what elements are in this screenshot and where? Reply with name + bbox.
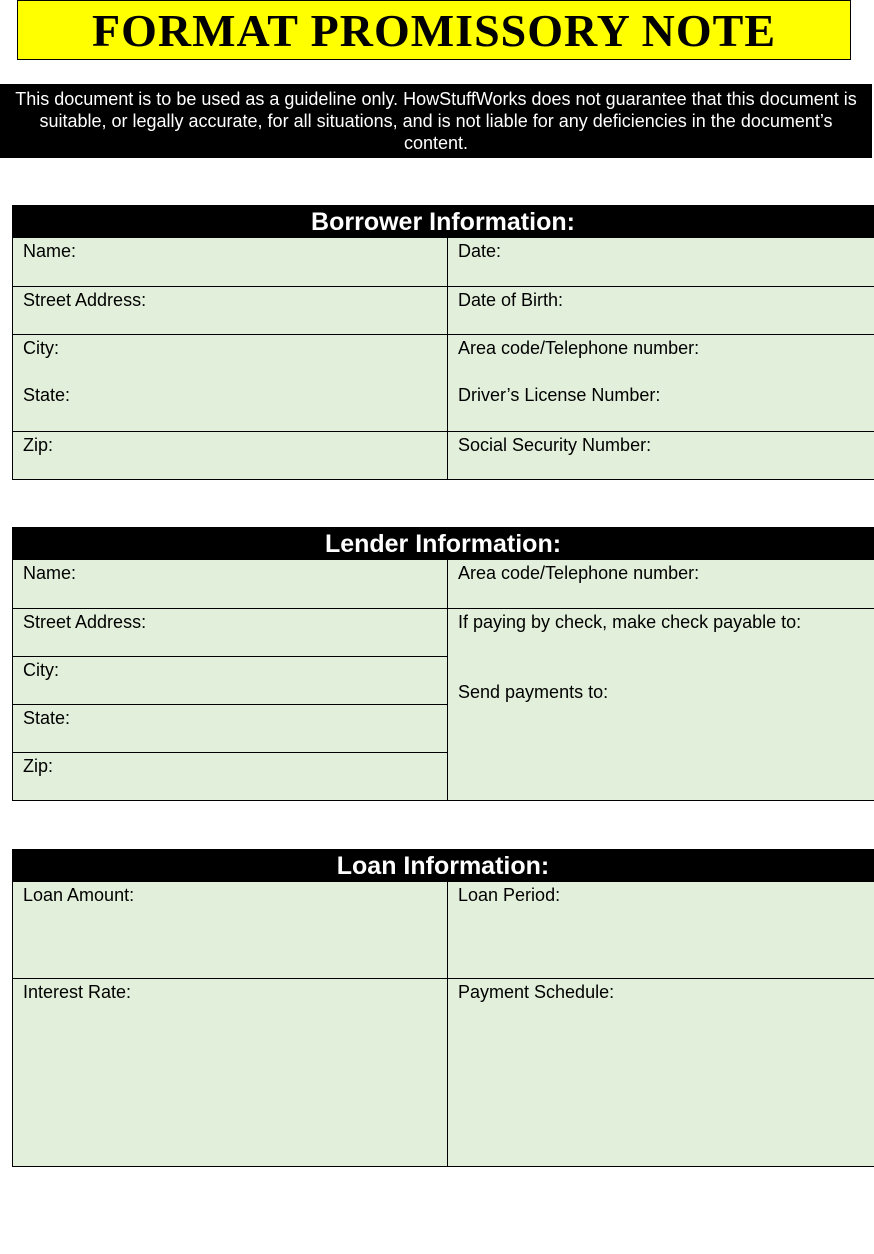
lender-section: [12, 527, 874, 801]
borrower-street-label: Street Address:: [23, 290, 147, 310]
lender-payment-field[interactable]: [448, 608, 874, 800]
interest-rate-field[interactable]: [13, 978, 447, 1166]
disclaimer-box: [0, 84, 872, 158]
lender-name-field[interactable]: [13, 560, 447, 608]
payment-schedule-label: Payment Schedule:: [458, 982, 615, 1002]
lender-phone-field[interactable]: [448, 560, 874, 608]
lender-check-label: If paying by check, make check payable to:: [458, 612, 802, 632]
lender-zip-field[interactable]: [13, 752, 447, 800]
borrower-date-field[interactable]: [448, 238, 874, 286]
borrower-license-label: Driver’s License Number:: [458, 385, 661, 405]
lender-send-label: Send payments to:: [458, 682, 609, 702]
lender-state-field[interactable]: [13, 704, 447, 752]
borrower-state-label: State:: [23, 385, 71, 405]
lender-street-label: Street Address:: [23, 612, 147, 632]
borrower-name-field[interactable]: [13, 238, 447, 286]
borrower-phone-license-field[interactable]: [448, 334, 874, 431]
borrower-dob-label: Date of Birth:: [458, 290, 564, 310]
lender-city-field[interactable]: [13, 656, 447, 704]
borrower-date-label: Date:: [458, 241, 502, 261]
lender-section-header: Lender Information:: [12, 527, 874, 560]
loan-period-label: Loan Period:: [458, 885, 561, 905]
lender-grid: [12, 560, 874, 801]
loan-grid: [12, 882, 874, 1167]
lender-name-label: Name:: [23, 563, 77, 583]
payment-schedule-field[interactable]: [448, 978, 874, 1166]
lender-state-label: State:: [23, 708, 71, 728]
loan-section-header: Loan Information:: [12, 849, 874, 882]
loan-amount-field[interactable]: [13, 882, 447, 978]
lender-phone-label: Area code/Telephone number:: [458, 563, 700, 583]
loan-amount-label: Loan Amount:: [23, 885, 135, 905]
borrower-zip-label: Zip:: [23, 435, 54, 455]
interest-rate-label: Interest Rate:: [23, 982, 132, 1002]
borrower-section: [12, 205, 874, 480]
lender-city-label: City:: [23, 660, 59, 680]
lender-street-field[interactable]: [13, 608, 447, 656]
borrower-city-label: City:: [23, 338, 59, 358]
borrower-name-label: Name:: [23, 241, 77, 261]
borrower-ssn-field[interactable]: [448, 431, 874, 479]
borrower-dob-field[interactable]: [448, 286, 874, 334]
loan-section: [12, 849, 874, 1167]
lender-zip-label: Zip:: [23, 756, 54, 776]
disclaimer-text: This document is to be used as a guideline only. HowStuffWorks does not guarantee that this document is suitable, or legally accurate, for all situations, and is not liable for any deficiencies in the document’s content.: [15, 89, 857, 153]
borrower-street-field[interactable]: [13, 286, 447, 334]
borrower-city-state-field[interactable]: [13, 334, 447, 431]
document-title-banner: [17, 0, 851, 60]
borrower-zip-field[interactable]: [13, 431, 447, 479]
borrower-phone-label: Area code/Telephone number:: [458, 338, 700, 358]
borrower-grid: [12, 238, 874, 480]
borrower-ssn-label: Social Security Number:: [458, 435, 652, 455]
borrower-section-header: Borrower Information:: [12, 205, 874, 238]
document-title: FORMAT PROMISSORY NOTE: [91, 4, 776, 56]
loan-period-field[interactable]: [448, 882, 874, 978]
